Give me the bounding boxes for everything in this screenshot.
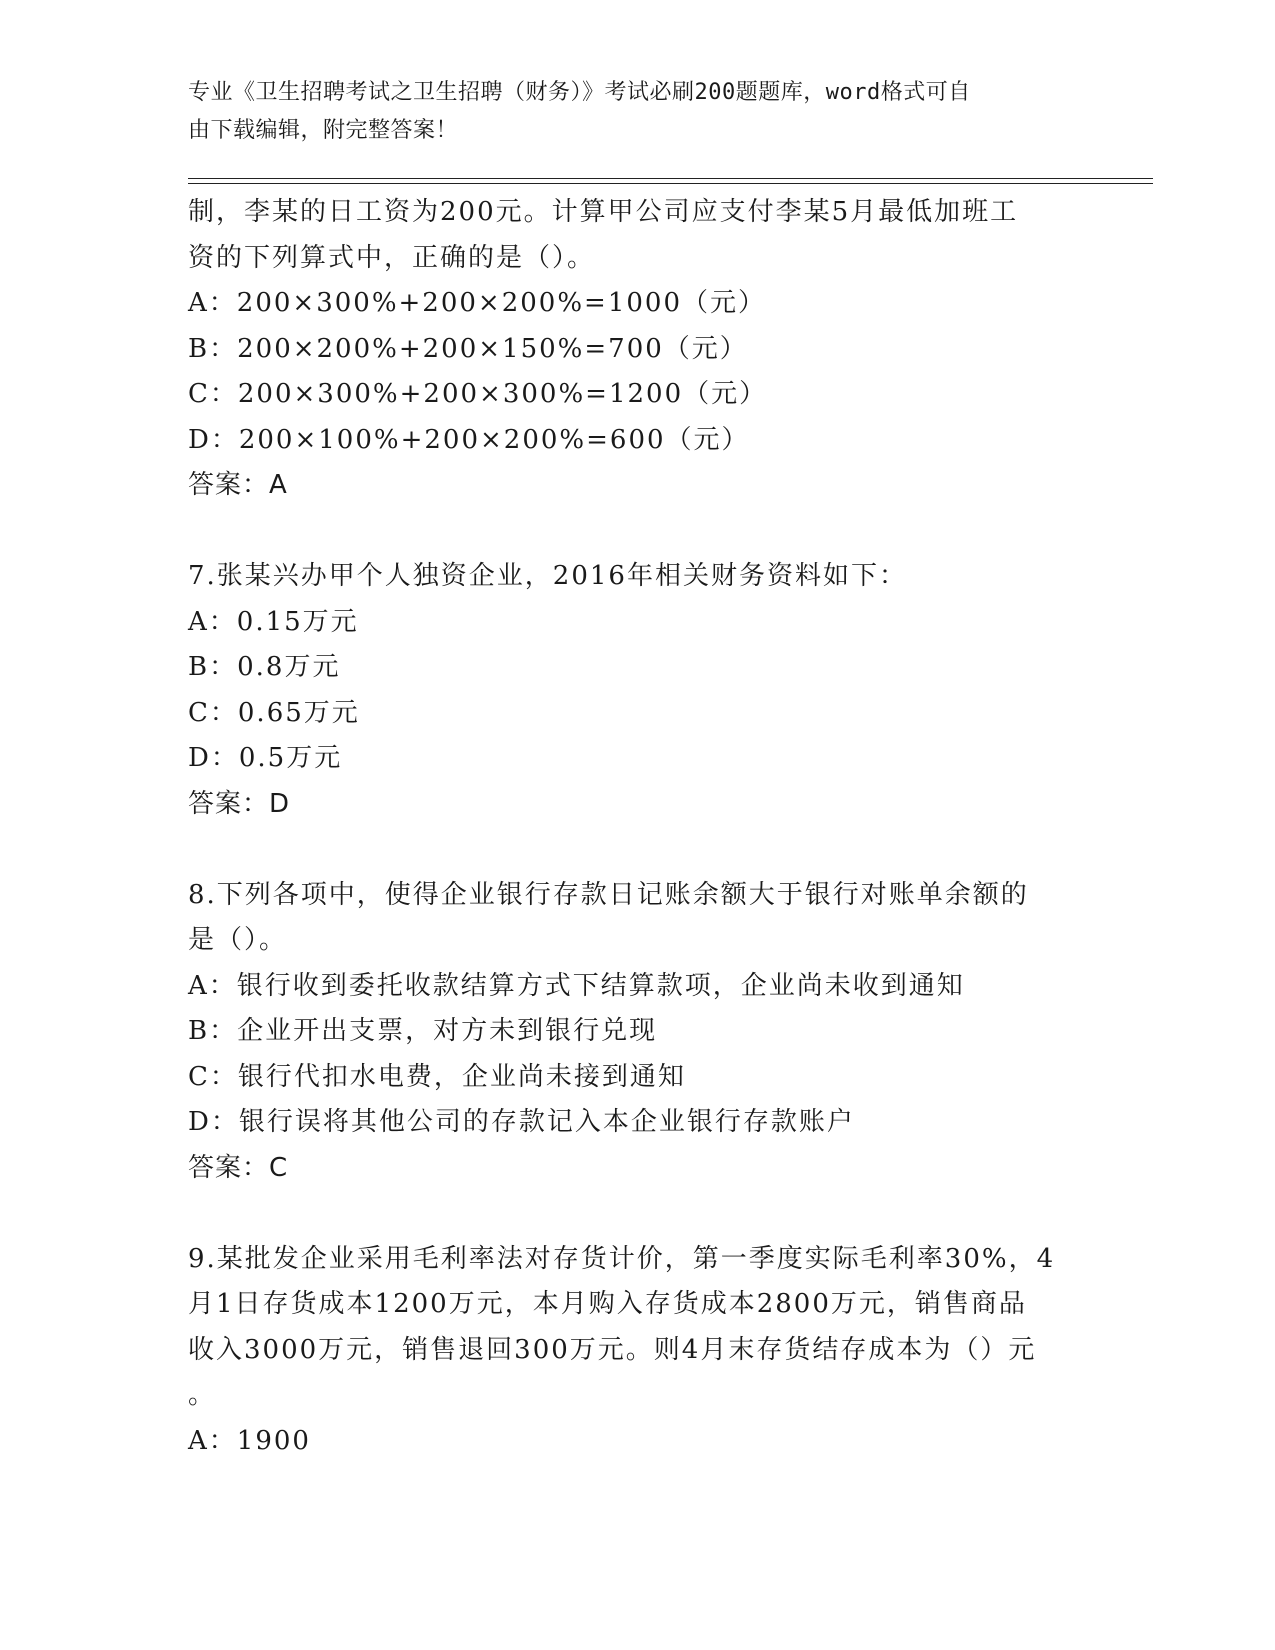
header-line-2: 由下载编辑，附完整答案！	[188, 118, 459, 143]
option-c: C：200×300%+200×300%=1200（元）	[188, 379, 768, 409]
spacer	[188, 1191, 1088, 1237]
header-line-1: 专业《卫生招聘考试之卫生招聘（财务）》考试必刷200题题库，word格式可自	[188, 80, 971, 105]
option-d: D：银行误将其他公司的存款记入本企业银行存款账户	[188, 1107, 855, 1137]
option-b: B：企业开出支票，对方未到银行兑现	[188, 1016, 658, 1046]
option-a: A：0.15万元	[188, 606, 359, 637]
question-stem-line: 月1日存货成本1200万元，本月购入存货成本2800万元，销售商品	[188, 1289, 1027, 1319]
spacer	[188, 509, 1088, 555]
question-8	[188, 873, 1088, 1192]
option-c: C：银行代扣水电费，企业尚未接到通知	[188, 1061, 686, 1092]
option-d: D：0.5万元	[188, 743, 343, 773]
question-stem-line: 。	[188, 1380, 217, 1410]
question-stem-line: 7.张某兴办甲个人独资企业，2016年相关财务资料如下：	[188, 561, 907, 591]
question-7	[188, 554, 1088, 827]
header-divider-top	[188, 178, 1153, 179]
answer-line: 答案：A	[188, 470, 288, 500]
answer-line: 答案：D	[188, 788, 291, 819]
option-a: A：200×300%+200×200%=1000（元）	[188, 288, 766, 318]
question-stem-line: 是（）。	[188, 925, 288, 955]
question-stem-line: 收入3000万元，销售退回300万元。则4月末存货结存成本为（）元	[188, 1334, 1037, 1365]
option-d: D：200×100%+200×200%=600（元）	[188, 424, 750, 455]
spacer	[188, 827, 1088, 873]
option-a: A：1900	[188, 1425, 311, 1456]
header-divider-bottom	[188, 183, 1153, 184]
question-stem-line: 资的下列算式中，正确的是（）。	[188, 242, 596, 273]
option-b: B：0.8万元	[188, 652, 341, 682]
question-stem-line: 9.某批发企业采用毛利率法对存货计价，第一季度实际毛利率30%，4	[188, 1243, 1056, 1274]
question-stem-line: 8.下列各项中，使得企业银行存款日记账余额大于银行对账单余额的	[188, 879, 1029, 910]
document-header	[188, 74, 1068, 150]
option-b: B：200×200%+200×150%=700（元）	[188, 333, 748, 364]
question-6	[188, 190, 1088, 509]
question-9	[188, 1237, 1088, 1465]
answer-line: 答案：C	[188, 1152, 289, 1183]
option-c: C：0.65万元	[188, 697, 360, 728]
question-list	[188, 190, 1088, 1464]
question-stem-line: 制，李某的日工资为200元。计算甲公司应支付李某5月最低加班工	[188, 197, 1019, 227]
option-a: A：银行收到委托收款结算方式下结算款项，企业尚未收到通知	[188, 970, 965, 1001]
